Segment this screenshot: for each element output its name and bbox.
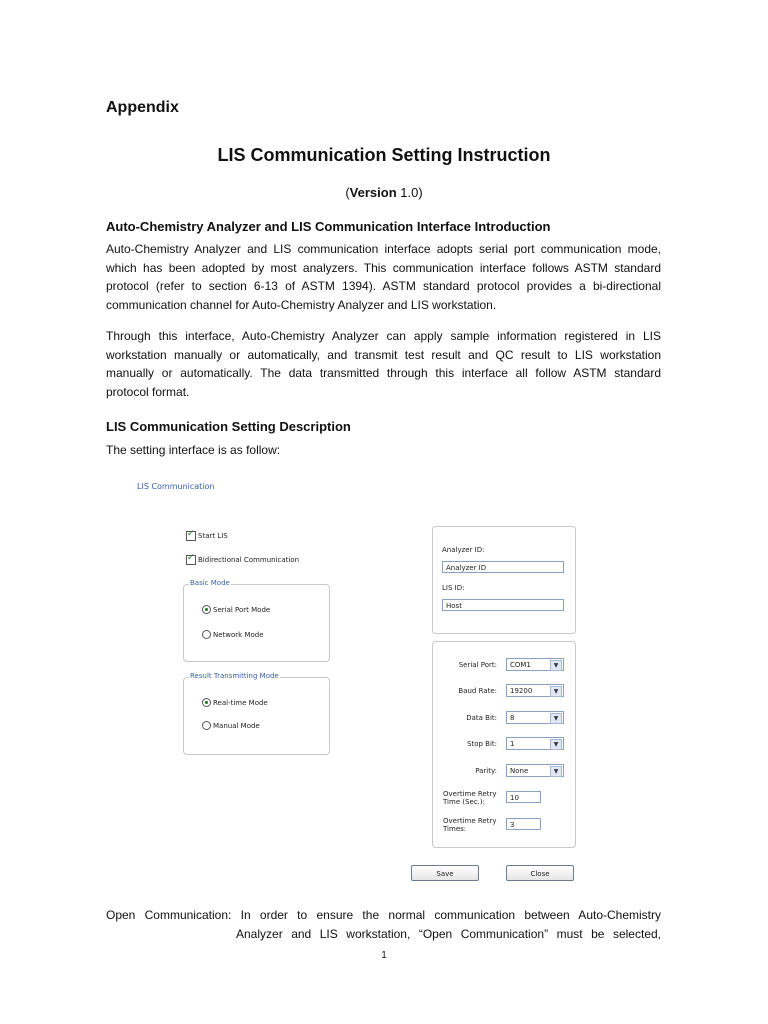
serial-port-mode-radio[interactable] [202, 605, 211, 614]
paragraph-line: which has been adopted by most analyzers. This communication interface follows ASTM standard [106, 260, 661, 275]
dialog-title: LIS Communication [137, 482, 215, 491]
stop-bit-select[interactable] [506, 737, 564, 750]
basic-mode-label: Basic Mode [190, 579, 230, 587]
paragraph-function [106, 327, 661, 401]
open-communication-paragraph [106, 906, 661, 943]
serial-port-mode-label: Serial Port Mode [213, 606, 271, 614]
manual-mode-radio[interactable] [202, 721, 211, 730]
realtime-mode-label: Real-time Mode [213, 699, 268, 707]
paragraph-line: Open Communication: In order to ensure the normal communication between Auto-Chemistry [106, 908, 661, 922]
realtime-mode-radio[interactable] [202, 698, 211, 707]
baud-rate-value: 19200 [510, 687, 533, 695]
paragraph-line: Through this interface, Auto-Chemistry Analyzer can apply sample information registered in LIS [106, 329, 661, 343]
overtime-retry-time-input[interactable]: 10 [506, 791, 541, 803]
baud-rate-select[interactable] [506, 684, 564, 697]
chevron-down-icon: ▼ [550, 739, 562, 750]
paragraph-line: protocol (refer to section 6-13 of ASTM 1394). ASTM standard protocol provides a bi-directional [106, 279, 661, 293]
manual-mode-label: Manual Mode [213, 722, 260, 730]
chevron-down-icon: ▼ [550, 686, 562, 697]
version-open-paren: ( [345, 185, 350, 200]
id-group [432, 526, 576, 634]
bidirectional-label: Bidirectional Communication [198, 556, 300, 564]
lis-id-label: LIS ID: [442, 584, 465, 592]
lis-id-input[interactable]: Host [442, 599, 564, 611]
paragraph-line: protocol format. [106, 384, 190, 399]
overtime-retry-time-label-line2: Time (Sec.): [443, 798, 485, 806]
version-label: Version [349, 185, 397, 200]
overtime-retry-times-label-line1: Overtime Retry [443, 817, 497, 825]
chevron-down-icon: ▼ [550, 660, 562, 671]
baud-rate-label: Baud Rate: [458, 687, 497, 695]
result-mode-label: Result Transmitting Mode [190, 672, 279, 680]
section-heading-setting-description: LIS Communication Setting Description [106, 419, 351, 434]
analyzer-id-label: Analyzer ID: [442, 546, 485, 554]
analyzer-id-input[interactable]: Analyzer ID [442, 561, 564, 573]
serial-port-select[interactable] [506, 658, 564, 671]
version-line [0, 185, 768, 200]
overtime-retry-time-label [443, 790, 497, 806]
overtime-retry-times-label-line2: Times: [443, 825, 467, 833]
save-button[interactable]: Save [411, 865, 479, 881]
paragraph-line: workstation manually or automatically, and transmit test result and QC result to LIS workstation [106, 347, 661, 362]
section-heading-interface-intro: Auto-Chemistry Analyzer and LIS Communication Interface Introduction [106, 219, 551, 234]
stop-bit-value: 1 [510, 740, 515, 748]
data-bit-label: Data Bit: [466, 714, 497, 722]
stop-bit-label: Stop Bit: [467, 740, 497, 748]
chevron-down-icon: ▼ [550, 766, 562, 777]
data-bit-value: 8 [510, 714, 515, 722]
parity-value: None [510, 767, 529, 775]
serial-port-label: Serial Port: [458, 661, 497, 669]
paragraph-line: communication channel for Auto-Chemistry Analyzer and LIS workstation. [106, 297, 497, 312]
appendix-heading: Appendix [106, 99, 179, 116]
result-mode-group [183, 677, 330, 755]
bidirectional-checkbox[interactable] [186, 555, 196, 565]
paragraph-intro [106, 240, 661, 314]
document-title: LIS Communication Setting Instruction [217, 145, 551, 165]
parity-label: Parity: [475, 767, 497, 775]
chevron-down-icon: ▼ [550, 713, 562, 724]
setting-intro-text: The setting interface is as follow: [106, 443, 281, 457]
network-mode-label: Network Mode [213, 631, 264, 639]
parity-select[interactable] [506, 764, 564, 777]
paragraph-line: manually or automatically. The data transmitted through this interface all follow ASTM standard [106, 366, 661, 380]
basic-mode-group [183, 584, 330, 662]
overtime-retry-times-label [443, 817, 497, 833]
start-lis-label: Start LIS [198, 532, 228, 540]
serial-port-value: COM1 [510, 661, 531, 669]
network-mode-radio[interactable] [202, 630, 211, 639]
paragraph-line: Analyzer and LIS workstation, “Open Communication” must be selected, [236, 926, 661, 941]
version-value: 1.0) [396, 185, 423, 200]
overtime-retry-time-label-line1: Overtime Retry [443, 790, 497, 798]
overtime-retry-times-input[interactable]: 3 [506, 818, 541, 830]
page-number: 1 [381, 950, 387, 961]
data-bit-select[interactable] [506, 711, 564, 724]
start-lis-checkbox[interactable] [186, 531, 196, 541]
paragraph-line: Auto-Chemistry Analyzer and LIS communication interface adopts serial port communication mode, [106, 242, 661, 256]
close-button[interactable]: Close [506, 865, 574, 881]
